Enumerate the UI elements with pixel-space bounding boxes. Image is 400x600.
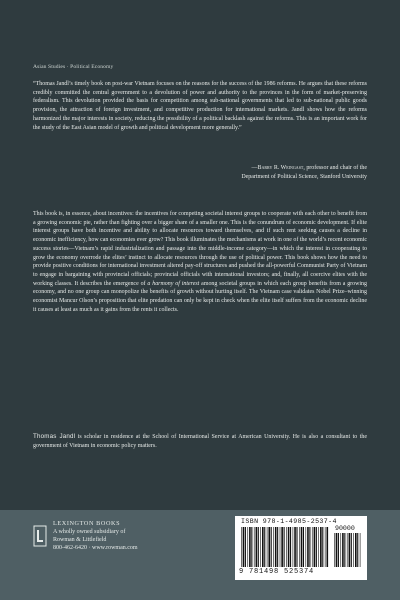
barcode-bar: [353, 533, 354, 567]
barcode-bar: [251, 527, 252, 567]
barcode-bar: [262, 527, 264, 567]
price-barcode: [334, 533, 362, 567]
barcode-bar: [260, 527, 261, 567]
barcode-bar: [351, 533, 352, 567]
barcode-bar: [314, 527, 316, 567]
barcode-bar: [271, 527, 272, 567]
book-description: [33, 210, 367, 314]
barcode-bar: [322, 527, 323, 567]
barcode-bar: [290, 527, 291, 567]
publisher-text: [53, 520, 138, 552]
publisher-line-1: A wholly owned subsidiary of: [53, 529, 126, 535]
barcode-bar: [267, 527, 268, 567]
barcode-bar: [275, 527, 277, 567]
barcode-bar: [268, 527, 270, 567]
price-code: 90000: [335, 525, 355, 532]
barcode-bar: [247, 527, 248, 567]
barcode-bar: [277, 527, 278, 567]
description-part-1: This book is, in essence, about incentives: the incentives for competing societal interest groups to cooperate with each other to benefit from a growing economic pie, rather than fighting over a bigger share of a smaller one. This is the conundrum of economic development. If elite interest groups have both incentive and ability to allocate resources toward themselves, and if such rent seeking causes a decline in economic inefficiency, how can economies ever grow? This book illuminates the mechanisms at work in one of the world’s recent economic success stories—Vietnam’s rapid industrialization and passage into the middle-income category—in which the interest in cooperating to grow the economy overrode the elites’ instinct to allocate resources through the use of political power. This book shows how the need to provide positive conditions for international investment altered pay-off structures and pushed the all-powerful Communist Party of Vietnam to engage in bargaining with provincial officials; provincial officials with international investors; and, finally, all coercive elites with the working classes. It describes the emergence of: [33, 211, 367, 287]
barcode-bar: [254, 527, 255, 567]
barcode-bar: [264, 527, 265, 567]
barcode-bar: [299, 527, 300, 567]
barcode-bar: [296, 527, 297, 567]
author-bio-text: is scholar in residence at the School of International Service at American University. He is also a consultant to the government of Vietnam in economic policy matters.: [33, 434, 367, 449]
barcode-bar: [338, 533, 339, 567]
barcode-bar: [241, 527, 242, 567]
publisher-name: LEXINGTON BOOKS: [53, 520, 121, 527]
barcode-bar: [316, 527, 317, 567]
ean-barcode: [241, 527, 329, 567]
description-part-2: among societal groups in which each group benefits from a growing economy, and no one group can monopolize the benefits of growth without hurting itself. The Vietnam case validates Nobel Prize–winning economist Mancur Olson’s proposition that elite predation can only be kept in check when the elite itself suffers from the economic decline it causes at least as much as it gains from the rents it collects.: [33, 280, 367, 313]
barcode-bar: [357, 533, 358, 567]
barcode-block: [235, 516, 367, 580]
endorsement-quote: “Thomas Jandl’s timely book on post-war Vietnam focuses on the reasons for the success of the 1986 reforms. He argues that these reforms credibly committed the central government to a devolution of power and authority to the provinces in the form of market-preserving federalism. This devolution provided the basis for competition among sub-national governments that led to sub-national public goods provision, the attraction of foreign investment, and competitive production for international markets. Jandl shows how the reforms harmonized the major interests in society, reducing the possibility of a political backlash against the reforms. This is an important work for the study of the East Asian model of growth and political development more generally.”: [33, 81, 367, 131]
barcode-bar: [301, 527, 303, 567]
barcode-bar: [349, 533, 351, 567]
barcode-bar: [336, 533, 338, 567]
barcode-bar: [258, 527, 259, 567]
endorser-name: —Barry R. Weingast: [251, 165, 304, 171]
subject-category: Asian Studies · Political Economy: [33, 64, 114, 70]
barcode-bar: [294, 527, 296, 567]
author-name: Thomas Jandl: [33, 433, 76, 440]
endorser-role: , professor and chair of the: [303, 165, 367, 171]
barcode-bar: [347, 533, 348, 567]
barcode-bar: [344, 533, 345, 567]
endorsement-attribution: [67, 164, 367, 181]
barcode-bar: [340, 533, 341, 567]
barcode-bar: [342, 533, 344, 567]
barcode-bar: [325, 527, 326, 567]
endorser-department: Department of Political Science, Stanford University: [241, 173, 367, 180]
barcode-bar: [280, 527, 281, 567]
barcode-bar: [306, 527, 307, 567]
barcode-bar: [355, 533, 357, 567]
barcode-bar: [334, 533, 335, 567]
publisher-logo-icon: [33, 525, 47, 547]
author-bio: [33, 433, 367, 450]
barcode-bar: [249, 527, 251, 567]
barcode-bar: [243, 527, 245, 567]
barcode-bar: [284, 527, 285, 567]
description-italic-phrase: a harmony of interest: [147, 280, 200, 287]
barcode-bar: [312, 527, 313, 567]
barcode-bar: [303, 527, 304, 567]
barcode-bar: [320, 527, 322, 567]
barcode-bar: [360, 533, 361, 567]
barcode-bar: [256, 527, 258, 567]
barcode-bar: [309, 527, 310, 567]
barcode-bar: [286, 527, 287, 567]
isbn-label: ISBN 978-1-4985-2537-4: [241, 518, 337, 525]
barcode-bar: [327, 527, 329, 567]
publisher-line-2: Rowman & Littlefield: [53, 537, 107, 543]
barcode-bar: [318, 527, 319, 567]
barcode-bar: [273, 527, 274, 567]
barcode-bar: [245, 527, 246, 567]
barcode-bar: [281, 527, 283, 567]
publisher-block: [33, 520, 138, 552]
barcode-bar: [293, 527, 294, 567]
barcode-bar: [288, 527, 290, 567]
publisher-contact: 800-462-6420 · www.rowman.com: [53, 545, 138, 551]
barcode-bar: [307, 527, 309, 567]
ean-digits: 9 781498 525374: [239, 568, 315, 576]
